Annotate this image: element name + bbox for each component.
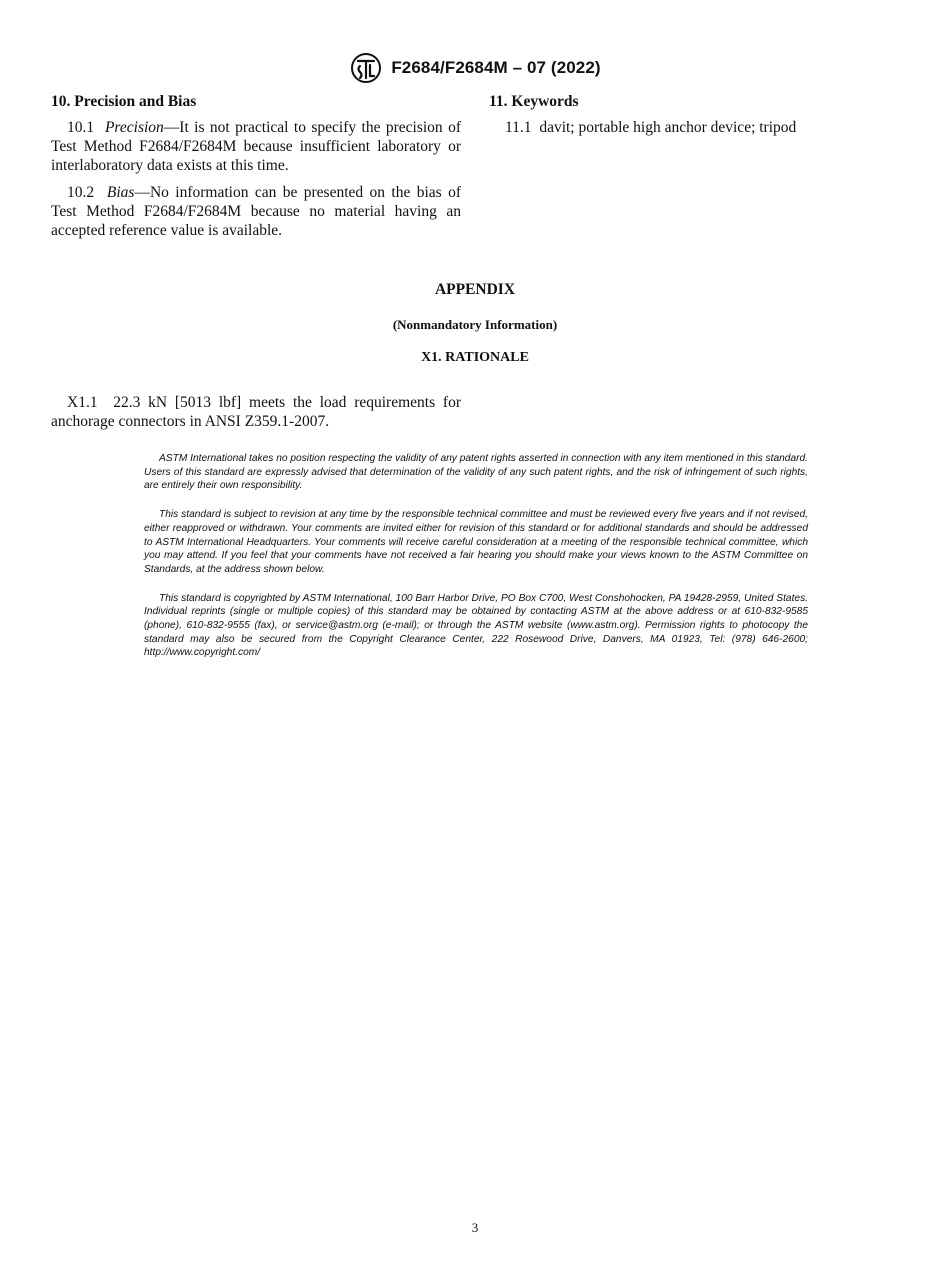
paragraph-number: 10.2 [67,184,95,201]
section-11-heading: 11. Keywords [489,93,579,110]
legal-notices [144,452,808,675]
paragraph-text: davit; portable high anchor device; tripod [539,119,797,136]
paragraph-text: —No information can be presented on the bias of Test Method F2684/F2684M because no material having an accepted reference value is available. [51,184,462,239]
copyright-notice: This standard is copyrighted by ASTM International, 100 Barr Harbor Drive, PO Box C700, West Conshohocken, PA 19428-2959, United States. Individual reprints (single or multiple copies) of this standard may be obtained by contacting ASTM at the above address or at 610-832-9585 (phone), 610-832-9555 (fax), or service@astm.org (e-mail); or through the ASTM website (www.astm.org). Permission rights to photocopy the standard may also be secured from the Copyright Clearance Center, 222 Rosewood Drive, Danvers, MA 01923, Tel: (978) 646-2600; http://www.copyright.com/ [144,592,808,659]
paragraph-x1-1 [51,393,461,431]
paragraph-number: 10.1 [67,119,95,136]
appendix-subtitle: (Nonmandatory Information) [392,317,558,332]
revision-notice: This standard is subject to revision at any time by the responsible technical committee and must be reviewed every five years and if not revised, either reapproved or withdrawn. Your comments are invited either for revision of this standard or for additional standards and should be addressed to ASTM International Headquarters. Your comments will receive careful consideration at a meeting of the responsible technical committee, which you may attend. If you feel that your comments have not received a fair hearing you should make your views known to the ASTM Committee on Standards, at the address shown below. [144,509,808,575]
patent-notice: ASTM International takes no position respecting the validity of any patent rights asserted in connection with any item mentioned in this standard. Users of this standard are expressly advised that determination of the validity of any such patent rights, and the risk of infringement of such rights, are entirely their own responsibility. [144,453,808,492]
standard-designation: F2684/F2684M – 07 (2022) [391,58,601,77]
paragraph-term: Precision [104,119,164,136]
paragraph-text: 22.3 kN [5013 lbf] meets the load requirements for anchorage connectors in ANSI Z359.1-2007. [51,394,461,430]
appendix-header [0,280,950,366]
appendix-paragraph [51,393,461,439]
paragraph-term: Bias [106,184,135,201]
paragraph-number: 11.1 [505,119,532,136]
appendix-title: APPENDIX [434,281,516,298]
paragraph-number: X1.1 [67,394,98,411]
paragraph-10-1 [51,118,461,175]
left-column [51,92,461,248]
paragraph-11-1 [489,118,899,137]
appendix-section-heading: X1. RATIONALE [421,350,529,365]
paragraph-10-2 [51,183,461,240]
section-10-heading: 10. Precision and Bias [51,93,197,110]
page-header [0,52,950,84]
page-number: 3 [471,1220,479,1235]
paragraph-text: —It is not practical to specify the precision of Test Method F2684/F2684M because insufficient laboratory or interlaboratory data exists at this time. [51,119,462,174]
right-column [489,92,899,145]
astm-logo-icon [349,52,383,84]
